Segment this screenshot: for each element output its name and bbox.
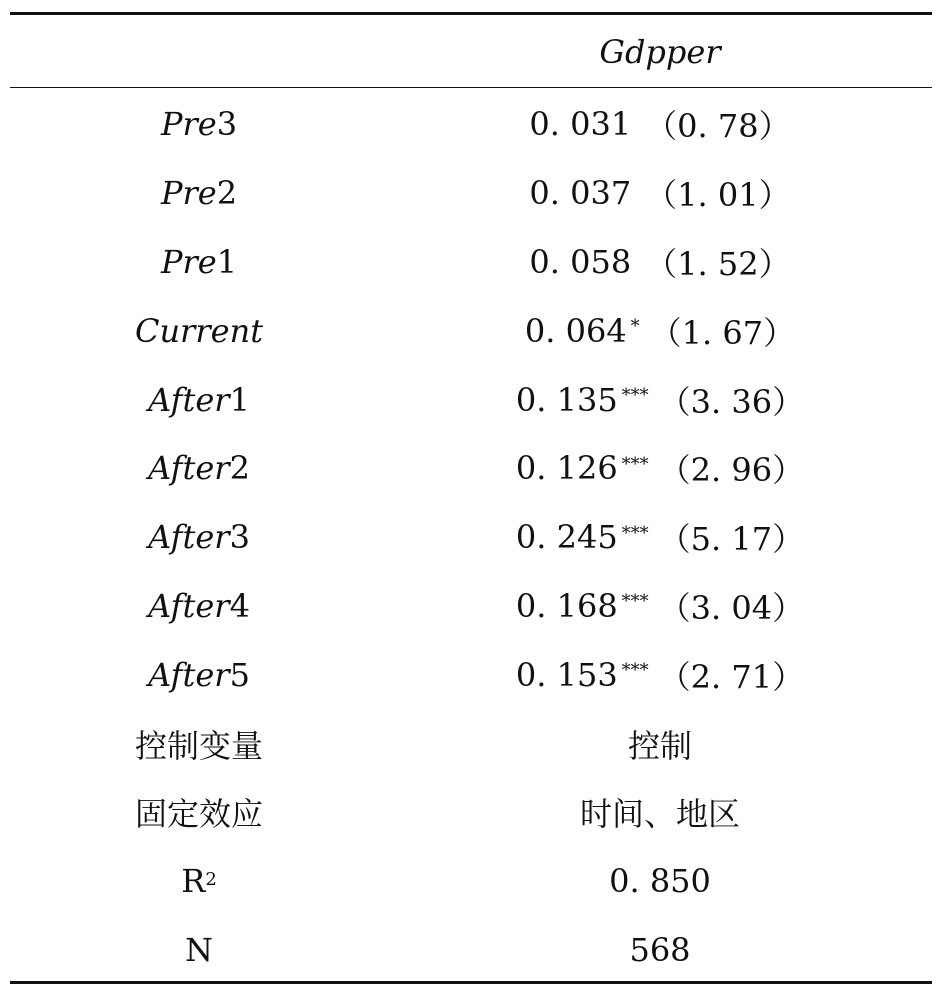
header-left-cell <box>10 30 388 74</box>
table-row-controls <box>10 709 932 778</box>
row-label-number: 1 <box>229 380 250 419</box>
row-label-number: 3 <box>229 518 250 557</box>
row-label: After <box>148 586 230 625</box>
significance-stars: *** <box>621 660 649 682</box>
t-statistic: （2. 96） <box>658 451 805 490</box>
table-row <box>10 640 932 709</box>
column-title: Gdpper <box>599 33 721 71</box>
row-label: Pre <box>160 242 217 281</box>
top-rule <box>10 12 932 15</box>
table-row-n <box>10 916 932 985</box>
table-row <box>10 365 932 434</box>
row-label: After <box>148 449 230 488</box>
table-row <box>10 90 932 159</box>
row-label-number: 4 <box>229 586 250 625</box>
row-label-number: 2 <box>216 174 238 213</box>
table-row <box>10 434 932 503</box>
table-row <box>10 159 932 228</box>
bottom-rule <box>10 981 932 984</box>
table-row <box>10 503 932 572</box>
table-row <box>10 228 932 297</box>
t-statistic: （2. 71） <box>658 657 805 696</box>
r-squared-label: R <box>181 862 206 901</box>
t-statistic: （1. 67） <box>649 313 796 352</box>
row-label: After <box>148 380 230 419</box>
table-row <box>10 296 932 365</box>
table-header <box>10 30 932 74</box>
fixed-effects-label: 固定效应 <box>134 795 263 834</box>
coefficient: 0. 126 <box>515 449 618 488</box>
coefficient: 0. 245 <box>515 518 618 557</box>
controls-value: 控制 <box>627 726 692 765</box>
row-label: After <box>148 518 230 557</box>
row-label: After <box>148 655 230 694</box>
coefficient: 0. 031 <box>529 105 632 144</box>
significance-stars: *** <box>621 591 649 613</box>
row-label-number: 5 <box>229 655 250 694</box>
t-statistic: （1. 01） <box>645 176 791 215</box>
table-body <box>10 90 932 984</box>
t-statistic: （5. 17） <box>658 520 805 559</box>
t-statistic: （3. 36） <box>658 382 805 421</box>
row-label-number: 3 <box>216 105 238 144</box>
significance-stars: *** <box>621 453 649 475</box>
header-rule <box>10 87 932 88</box>
row-label: Current <box>134 311 264 350</box>
row-label: Pre <box>160 174 217 213</box>
coefficient: 0. 064 <box>524 311 627 350</box>
r-squared-superscript: 2 <box>205 868 217 890</box>
t-statistic: （3. 04） <box>658 588 805 627</box>
n-value: 568 <box>629 930 691 969</box>
significance-stars: *** <box>621 522 649 544</box>
fixed-effects-value: 时间、地区 <box>579 795 740 834</box>
coefficient: 0. 135 <box>515 380 618 419</box>
table-row <box>10 572 932 641</box>
t-statistic: （1. 52） <box>645 244 791 283</box>
row-label-number: 2 <box>229 449 250 488</box>
r-squared-value: 0. 850 <box>609 862 711 901</box>
row-label: Pre <box>160 105 217 144</box>
significance-stars: * <box>630 316 640 338</box>
coefficient: 0. 058 <box>529 242 632 281</box>
n-label: N <box>185 930 213 969</box>
table-row-r-squared <box>10 847 932 916</box>
coefficient: 0. 037 <box>529 174 632 213</box>
t-statistic: （0. 78） <box>645 107 791 146</box>
controls-label: 控制变量 <box>134 726 263 765</box>
coefficient: 0. 153 <box>515 655 618 694</box>
header-right-cell <box>388 30 932 74</box>
table-row-fixed-effects <box>10 778 932 847</box>
coefficient: 0. 168 <box>515 586 618 625</box>
significance-stars: *** <box>621 385 649 407</box>
row-label-number: 1 <box>216 242 238 281</box>
